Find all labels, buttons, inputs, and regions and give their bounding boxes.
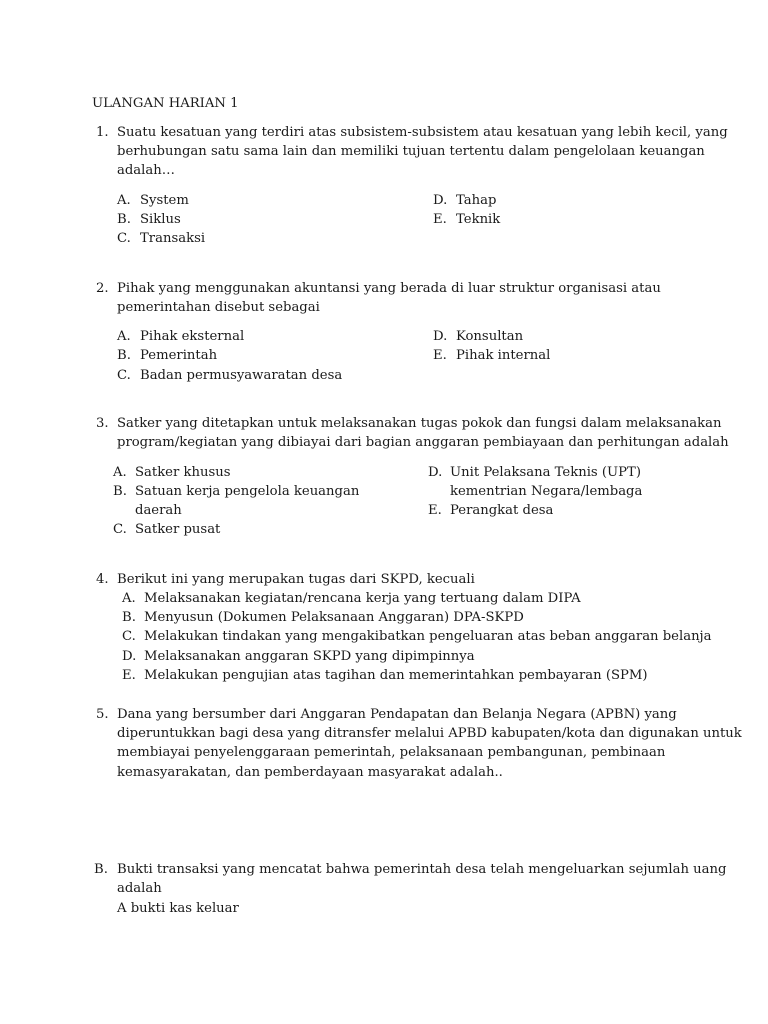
option-a <box>122 589 581 608</box>
option-letter: C. <box>117 231 131 246</box>
option-text: Satker khusus <box>135 465 231 480</box>
question-text-line: berhubungan satu sama lain dan memiliki tujuan tertentu dalam pengelolaan keuangan <box>117 144 705 159</box>
option-letter: D. <box>433 193 448 208</box>
question-text: Berikut ini yang merupakan tugas dari SKPD, kecuali <box>117 572 475 587</box>
option-text: Konsultan <box>456 329 524 344</box>
option-text-continued: daerah <box>135 503 182 518</box>
question-number: 1. <box>96 125 109 140</box>
option-c <box>113 520 221 539</box>
option-text: Melaksanakan kegiatan/rencana kerja yang tertuang dalam DIPA <box>144 591 581 606</box>
question-text-line: kemasyarakatan, dan pemberdayaan masyarakat adalah.. <box>117 765 503 780</box>
option-e <box>122 666 648 685</box>
option-a <box>113 463 231 482</box>
question-text-line: pemerintahan disebut sebagai <box>117 300 320 315</box>
option-text: Melaksanakan anggaran SKPD yang dipimpinnya <box>144 649 475 664</box>
option-letter: B. <box>117 212 131 227</box>
option-text: Melakukan tindakan yang mengakibatkan pengeluaran atas beban anggaran belanja <box>144 629 712 644</box>
option-text: Melakukan pengujian atas tagihan dan memerintahkan pembayaran (SPM) <box>144 668 648 683</box>
question-number: 2. <box>96 281 109 296</box>
question-text-line: diperuntukkan bagi desa yang ditransfer melalui APBD kabupaten/kota dan digunakan untuk <box>117 726 742 741</box>
option-letter: A. <box>117 193 131 208</box>
question-number: 3. <box>96 416 109 431</box>
option-letter: E. <box>122 668 136 683</box>
option-e <box>428 501 554 520</box>
option-e <box>433 210 501 229</box>
question-number: B. <box>94 862 108 877</box>
question-text-line: Pihak yang menggunakan akuntansi yang berada di luar struktur organisasi atau <box>117 281 661 296</box>
question-text-line: adalah <box>117 881 162 896</box>
option-e <box>433 346 551 365</box>
question-text-line: program/kegiatan yang dibiayai dari bagian anggaran pembiayaan dan perhitungan adalah <box>117 435 729 450</box>
option-letter: C. <box>122 629 136 644</box>
option-a <box>117 191 189 210</box>
option-letter: A. <box>113 465 127 480</box>
option-letter: D. <box>428 465 443 480</box>
option-letter: E. <box>433 348 447 363</box>
option-letter: E. <box>433 212 447 227</box>
question-text-line: Bukti transaksi yang mencatat bahwa pemerintah desa telah mengeluarkan sejumlah uang <box>117 862 727 877</box>
option-d <box>433 191 497 210</box>
option-text: Perangkat desa <box>450 503 554 518</box>
option-letter: B. <box>117 348 131 363</box>
option-text: Teknik <box>456 212 501 227</box>
question-text-line: Dana yang bersumber dari Anggaran Pendapatan dan Belanja Negara (APBN) yang <box>117 707 677 722</box>
option-letter: A. <box>122 591 136 606</box>
option-d <box>433 327 524 346</box>
option-letter: C. <box>117 368 131 383</box>
question-number: 4. <box>96 572 109 587</box>
option-c <box>122 627 712 646</box>
option-d <box>428 463 641 482</box>
option-text: Pemerintah <box>140 348 218 363</box>
option-b <box>113 482 360 501</box>
option-a <box>117 327 245 346</box>
question-text-line: Suatu kesatuan yang terdiri atas subsistem-subsistem atau kesatuan yang lebih kecil, yang <box>117 125 728 140</box>
page-title: ULANGAN HARIAN 1 <box>92 96 239 111</box>
option-letter: C. <box>113 522 127 537</box>
option-text: Pihak eksternal <box>140 329 245 344</box>
option-text: Unit Pelaksana Teknis (UPT) <box>450 465 641 480</box>
option-c <box>117 366 343 385</box>
option-c <box>117 229 206 248</box>
question-number: 5. <box>96 707 109 722</box>
option-text: Transaksi <box>140 231 206 246</box>
option-letter: D. <box>122 649 137 664</box>
answer-line: A bukti kas keluar <box>117 901 239 916</box>
option-text: Menyusun (Dokumen Pelaksanaan Anggaran) DPA-SKPD <box>144 610 524 625</box>
option-text: Satuan kerja pengelola keuangan <box>135 484 360 499</box>
option-d <box>122 647 475 666</box>
option-letter: A. <box>117 329 131 344</box>
option-text: Pihak internal <box>456 348 551 363</box>
option-letter: D. <box>433 329 448 344</box>
option-b <box>122 608 524 627</box>
option-letter: B. <box>122 610 136 625</box>
option-letter: E. <box>428 503 442 518</box>
option-text: Siklus <box>140 212 181 227</box>
option-letter: B. <box>113 484 127 499</box>
option-text: Badan permusyawaratan desa <box>140 368 343 383</box>
option-text: Satker pusat <box>135 522 221 537</box>
question-text-line: adalah… <box>117 163 175 178</box>
option-text: System <box>140 193 189 208</box>
question-text-line: Satker yang ditetapkan untuk melaksanakan tugas pokok dan fungsi dalam melaksanakan <box>117 416 722 431</box>
question-text-line: membiayai penyelenggaraan pemerintah, pelaksanaan pembangunan, pembinaan <box>117 745 666 760</box>
option-b <box>117 346 218 365</box>
option-b <box>117 210 181 229</box>
option-text: Tahap <box>456 193 497 208</box>
option-text-continued: kementrian Negara/lembaga <box>450 484 643 499</box>
